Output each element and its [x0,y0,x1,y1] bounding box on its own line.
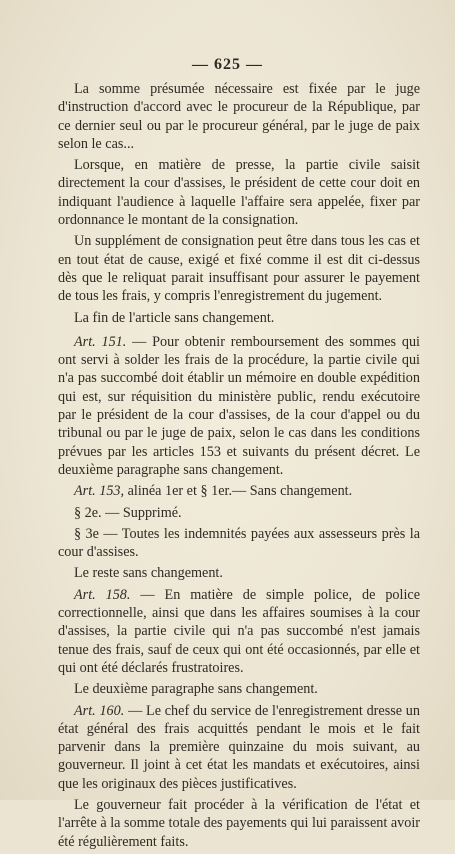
paragraph-text: alinéa 1er et § 1er.— Sans changement. [124,483,353,500]
article-reference: Art. 153, [74,483,125,500]
paragraph-governor-verification [58,796,420,851]
paragraph-text: Un supplément de consignation peut être dans tous les cas et en tout état de cause, exigé et fixé comme il est dit ci-dessus dès que le reliquat parait insuffisant pour assurer le payement de tous les frais, y compris l'enregistrement du jugement. [58,233,420,305]
paragraph-second-section [58,680,420,698]
paragraph-consignation-amount [58,80,420,153]
paragraph-text: Lorsque, en matière de presse, la partie civile saisit directement la cour d'assises, le président de cette cour doit en indiquant l'audience à laquelle l'affaire sera appelée, fixer par ordonnance le montant de la consignation. [58,157,420,229]
page-number: — 625 — [192,56,263,73]
paragraph-text: Le deuxième paragraphe sans changement. [74,681,318,698]
paragraph-text: La fin de l'article sans changement. [74,309,275,326]
paragraph-text: La somme présumée nécessaire est fixée par le juge d'instruction d'accord avec le procureur de la République, par ce dernier seul ou par le procureur général, par le juge de paix selon le cas... [58,81,420,152]
paragraph-text: § 2e. — Supprimé. [74,504,182,521]
paragraph-text: — Pour obtenir remboursement des sommes qui ont servi à solder les frais de la procédure, la partie civile qui n'a pas succombé doit établir un mémoire en double expédition qui est, sur réquisition du ministère public, rendu exécutoire par le président de la cour d'assises, de la cour d'appel ou du tribunal ou par le juge de paix, selon le cas dans les conditions prévues par les articles 153 et suivants du présent décret. Le deuxième paragraphe sans changement. [58,333,420,478]
article-reference: Art. 151. [74,333,127,350]
paragraph-text: — Le chef du service de l'enregistrement dresse un état général des frais acquittés pendant le mois et le fait parvenir dans la première quinzaine du mois suivant, au gouverneur. Il joint à cet état les mandats et exécutoires, ainsi que les originaux des pièces justificatives. [58,702,420,792]
paragraph-article-153 [58,482,420,500]
paragraph-article-160 [58,702,420,793]
paragraph-section-3 [58,525,420,562]
paragraph-remainder [58,564,420,582]
paragraph-article-151 [58,333,420,479]
paragraph-end-of-article [58,309,420,327]
paragraph-text: — En matière de simple police, de police correctionnelle, ainsi que dans les affaires soumises à la cour d'assises, la partie civile qui n'a pas succombé n'est jamais tenue des frais, sauf de ceux qui ont été occasionnés, par elle et qui ont été déclarés frustratoires. [58,586,420,676]
paragraph-press-matters [58,156,420,229]
paragraph-text: Le reste sans changement. [74,565,223,582]
paragraph-supplement [58,232,420,305]
article-reference: Art. 158. [74,586,131,603]
article-reference: Art. 160. [74,702,125,719]
paragraph-text: Le gouverneur fait procéder à la vérification de l'état et l'arrête à la somme totale des payements qui lui paraissent avoir été régulièrement faits. [58,796,420,850]
paragraph-article-158 [58,586,420,677]
paragraph-section-2 [58,504,420,522]
paragraph-text: § 3e — Toutes les indemnités payées aux assesseurs près la cour d'assises. [58,525,420,561]
document-body [58,80,420,854]
